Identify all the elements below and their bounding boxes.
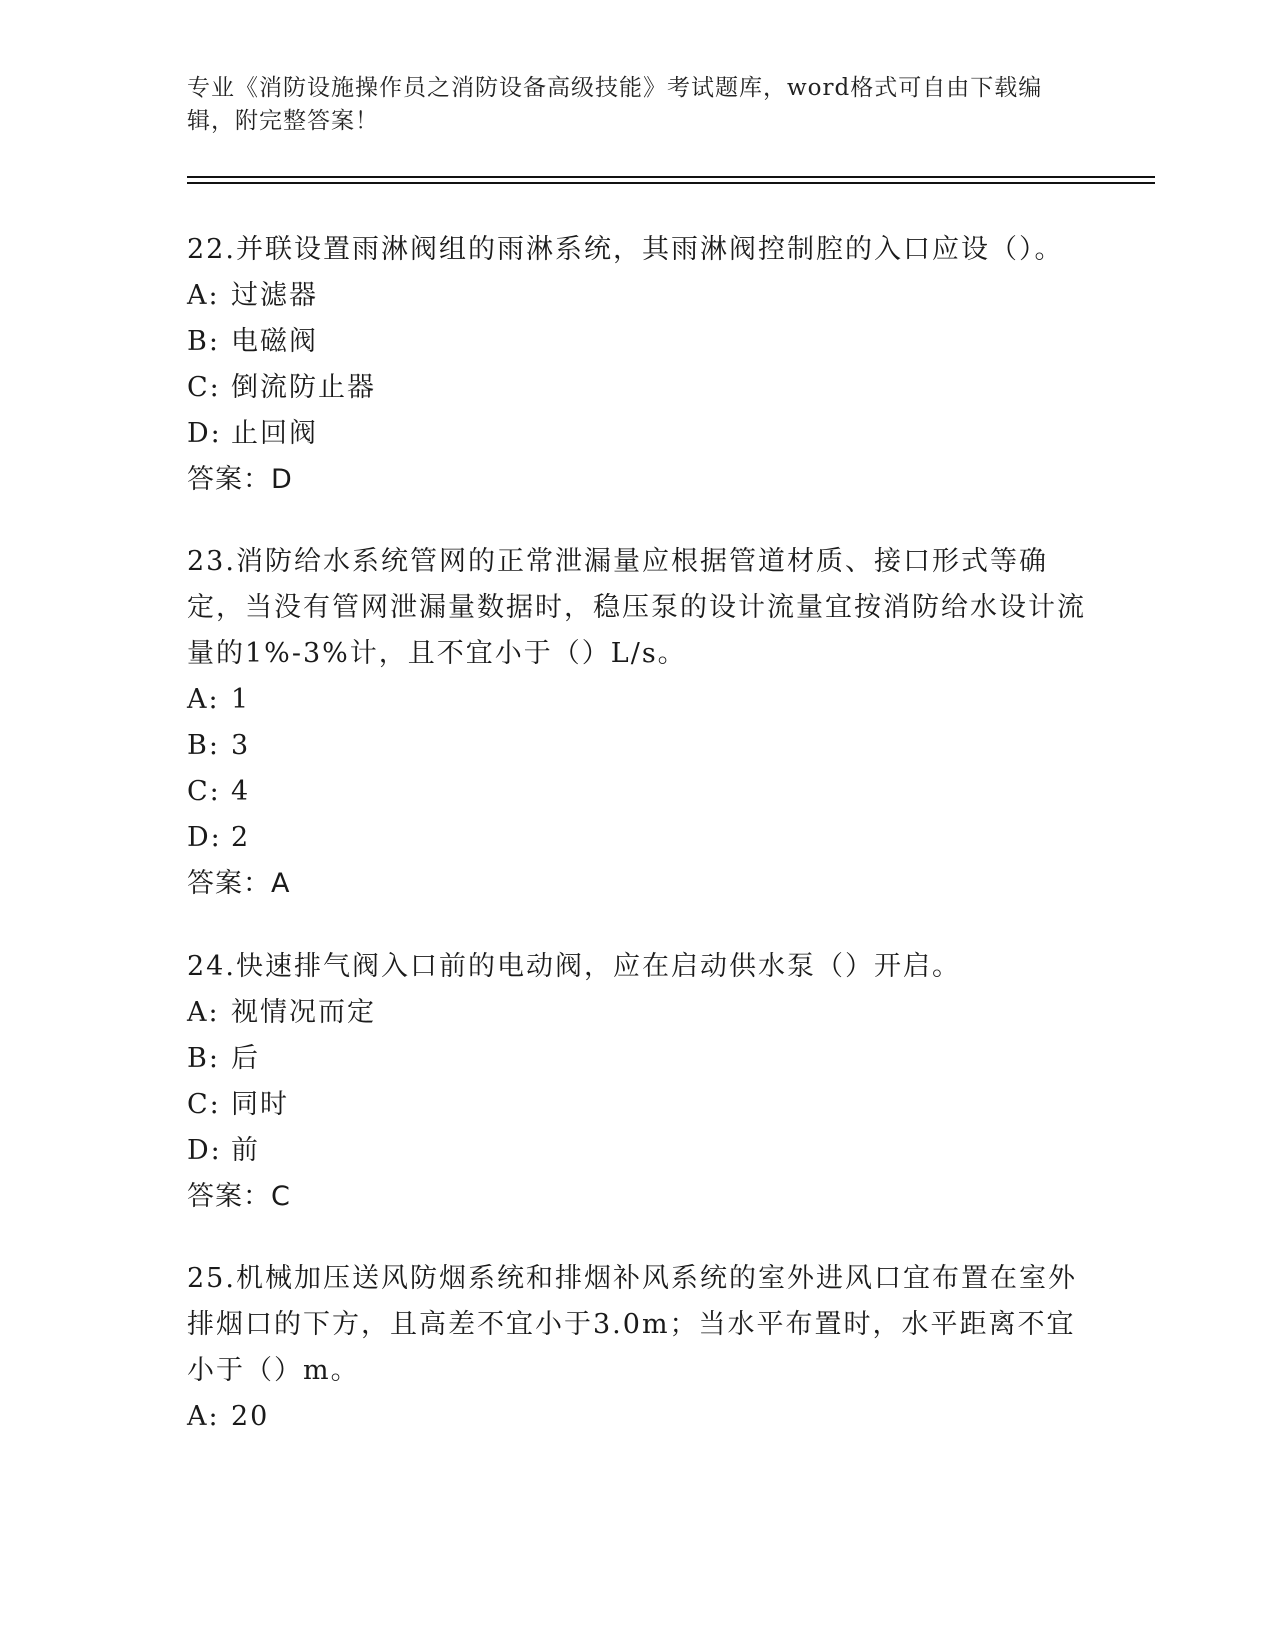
question-22	[187, 227, 1087, 503]
option-letter: A:	[187, 684, 220, 715]
option-a	[187, 273, 1087, 319]
question-stem: 25.机械加压送风防烟系统和排烟补风系统的室外进风口宜布置在室外排烟口的下方，且高差不宜小于3.0m；当水平布置时，水平距离不宜小于（）m。	[187, 1263, 1077, 1386]
option-letter: D:	[187, 418, 222, 449]
option-text: 倒流防止器	[231, 372, 376, 403]
option-c	[187, 365, 1087, 411]
option-text: 前	[231, 1135, 260, 1166]
option-letter: D:	[187, 1135, 222, 1166]
option-d	[187, 815, 1087, 861]
option-letter: A:	[187, 1401, 220, 1432]
option-b	[187, 723, 1087, 769]
option-b	[187, 319, 1087, 365]
question-25	[187, 1256, 1087, 1440]
option-letter: A:	[187, 997, 220, 1028]
option-letter: C:	[187, 776, 221, 807]
option-text: 2	[231, 822, 251, 853]
option-a	[187, 990, 1087, 1036]
option-text: 同时	[231, 1089, 289, 1120]
option-letter: D:	[187, 822, 222, 853]
option-letter: B:	[187, 1043, 220, 1074]
question-stem: 22.并联设置雨淋阀组的雨淋系统，其雨淋阀控制腔的入口应设（）。	[187, 234, 1064, 265]
answer-line: 答案：C	[187, 1181, 291, 1212]
option-letter: B:	[187, 326, 220, 357]
header-divider-top	[187, 176, 1155, 178]
question-23	[187, 539, 1087, 907]
option-letter: C:	[187, 372, 221, 403]
option-text: 20	[231, 1401, 270, 1432]
option-text: 1	[231, 684, 251, 715]
question-24	[187, 944, 1087, 1220]
option-text: 电磁阀	[231, 326, 318, 357]
option-text: 视情况而定	[231, 997, 376, 1028]
answer-line: 答案：A	[187, 868, 291, 899]
option-c	[187, 769, 1087, 815]
question-stem: 24.快速排气阀入口前的电动阀，应在启动供水泵（）开启。	[187, 951, 961, 982]
option-text: 4	[231, 776, 251, 807]
page-header: 专业《消防设施操作员之消防设备高级技能》考试题库，word格式可自由下载编辑，附完整答案！	[187, 75, 1043, 134]
option-text: 后	[231, 1043, 260, 1074]
option-c	[187, 1082, 1087, 1128]
option-d	[187, 411, 1087, 457]
option-text: 过滤器	[231, 280, 318, 311]
option-d	[187, 1128, 1087, 1174]
option-a	[187, 677, 1087, 723]
option-b	[187, 1036, 1087, 1082]
answer-line: 答案：D	[187, 464, 293, 495]
option-text: 3	[231, 730, 251, 761]
option-letter: B:	[187, 730, 220, 761]
option-a	[187, 1394, 1087, 1440]
header-divider-bottom	[187, 182, 1155, 184]
option-letter: A:	[187, 280, 220, 311]
option-letter: C:	[187, 1089, 221, 1120]
question-stem: 23.消防给水系统管网的正常泄漏量应根据管道材质、接口形式等确定，当没有管网泄漏量数据时，稳压泵的设计流量宜按消防给水设计流量的1%-3%计，且不宜小于（）L/s。	[187, 546, 1086, 669]
option-text: 止回阀	[231, 418, 318, 449]
